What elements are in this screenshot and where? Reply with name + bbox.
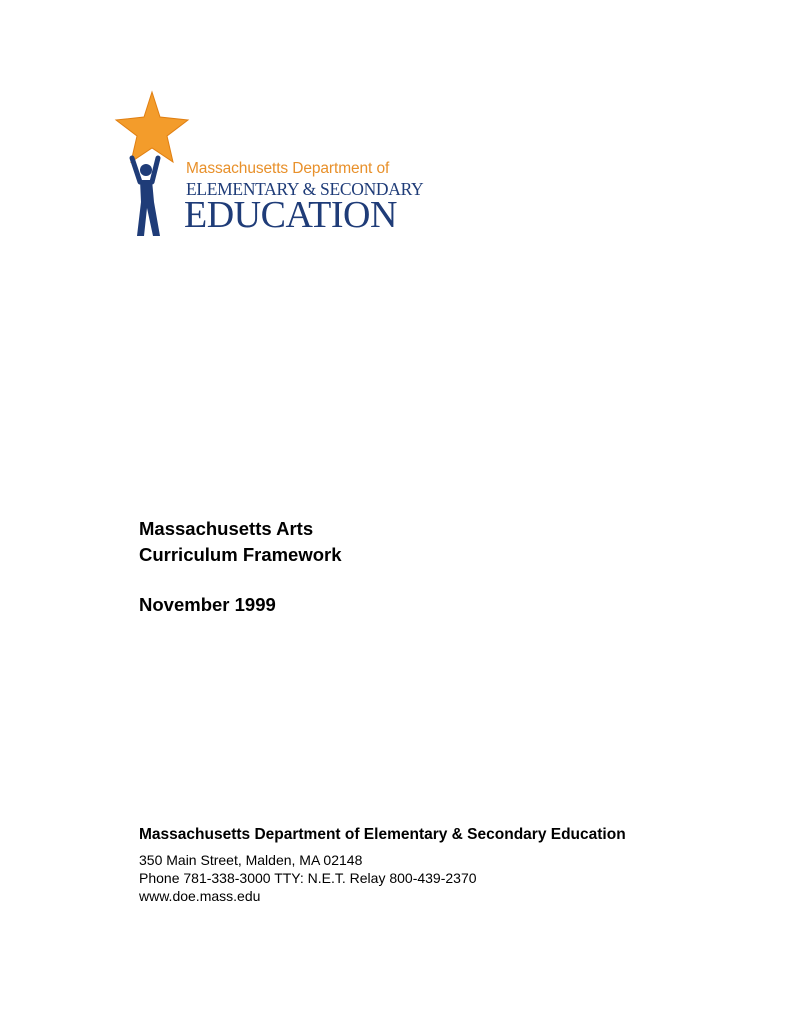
footer-address: 350 Main Street, Malden, MA 02148	[139, 852, 363, 868]
department-logo	[112, 90, 424, 242]
footer-phone: Phone 781-338-3000 TTY: N.E.T. Relay 800-439-2370	[139, 870, 477, 886]
document-title	[139, 516, 342, 568]
star-person-icon	[112, 90, 192, 242]
footer-website: www.doe.mass.edu	[139, 888, 261, 904]
footer-contact	[139, 825, 759, 905]
title-line-1: Massachusetts Arts	[139, 518, 314, 539]
title-line-2: Curriculum Framework	[139, 544, 342, 565]
logo-line-department: Massachusetts Department of	[186, 160, 390, 177]
logo-line-education: EDUCATION	[184, 194, 397, 236]
publication-date: November 1999	[139, 594, 276, 615]
footer-organization: Massachusetts Department of Elementary & Secondary Education	[139, 826, 626, 843]
logo-line-elementary-secondary: ELEMENTARY & SECONDARY	[186, 179, 424, 199]
